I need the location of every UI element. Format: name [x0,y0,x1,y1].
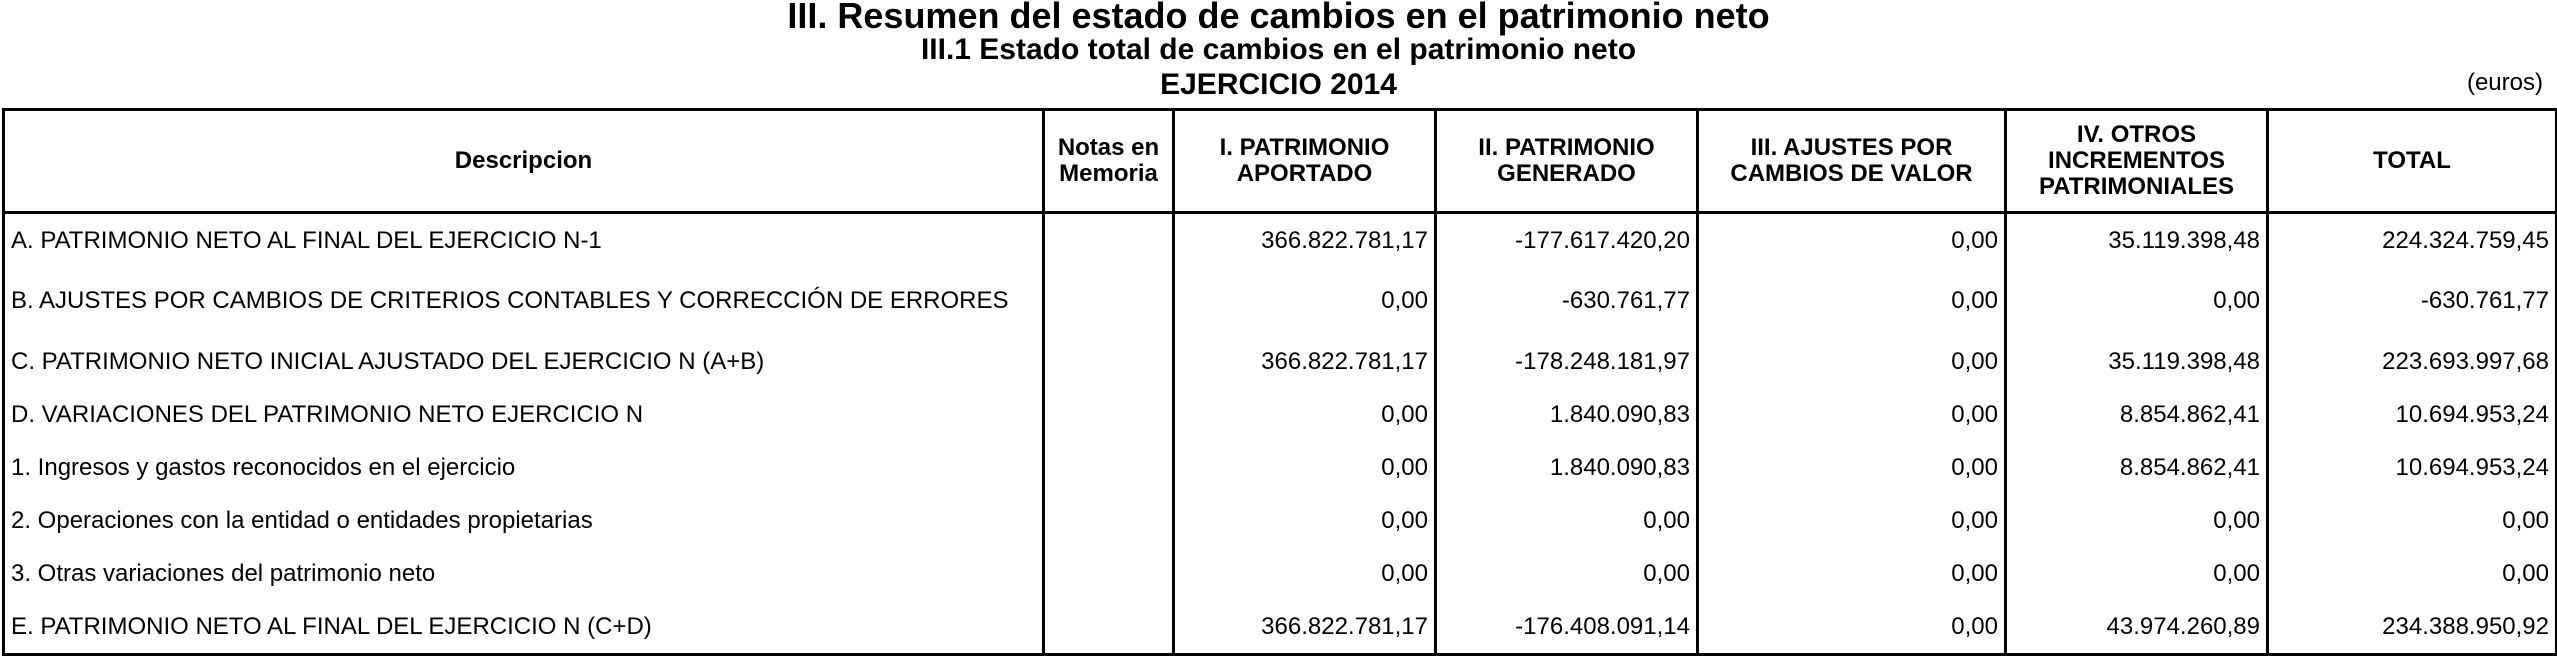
table-row [4,213,2557,268]
cell-ajustes-valor: 0,00 [1698,600,2006,655]
column-header-patrimonio-generado: II. PATRIMONIO GENERADO [1436,110,1698,213]
cell-ajustes-valor: 0,00 [1698,441,2006,494]
cell-notas [1044,600,1174,655]
cell-ajustes-valor: 0,00 [1698,547,2006,600]
cell-notas [1044,494,1174,547]
table-row [4,441,2557,494]
row-description: 2. Operaciones con la entidad o entidades propietarias [4,494,1044,547]
cell-otros-incrementos: 0,00 [2006,494,2268,547]
cell-patrimonio-generado: -630.761,77 [1436,267,1698,335]
table-row [4,388,2557,441]
cell-patrimonio-generado: 0,00 [1436,494,1698,547]
cell-notas [1044,213,1174,268]
cell-notas [1044,547,1174,600]
cell-patrimonio-generado: -177.617.420,20 [1436,213,1698,268]
cell-patrimonio-aportado: 0,00 [1174,494,1436,547]
table-row [4,600,2557,655]
cell-ajustes-valor: 0,00 [1698,213,2006,268]
cell-patrimonio-aportado: 0,00 [1174,441,1436,494]
cell-otros-incrementos: 43.974.260,89 [2006,600,2268,655]
cell-notas [1044,267,1174,335]
report-title: III. Resumen del estado de cambios en el patrimonio neto [787,0,1770,36]
table-header-row [4,110,2557,213]
cell-total: -630.761,77 [2268,267,2557,335]
report-subtitle: III.1 Estado total de cambios en el patrimonio neto [920,33,1637,66]
cell-patrimonio-generado: 0,00 [1436,547,1698,600]
cell-patrimonio-aportado: 0,00 [1174,267,1436,335]
column-header-descripcion: Descripcion [4,110,1044,213]
cell-total: 224.324.759,45 [2268,213,2557,268]
cell-total: 0,00 [2268,547,2557,600]
cell-patrimonio-aportado: 366.822.781,17 [1174,213,1436,268]
cell-total: 10.694.953,24 [2268,441,2557,494]
cell-total: 223.693.997,68 [2268,335,2557,388]
equity-changes-table [2,108,2557,656]
column-header-ajustes-valor: III. AJUSTES POR CAMBIOS DE VALOR [1698,110,2006,213]
cell-ajustes-valor: 0,00 [1698,388,2006,441]
cell-otros-incrementos: 0,00 [2006,547,2268,600]
row-description: A. PATRIMONIO NETO AL FINAL DEL EJERCICIO N-1 [4,213,1044,268]
cell-ajustes-valor: 0,00 [1698,494,2006,547]
fiscal-year-label: EJERCICIO 2014 [1160,68,1397,101]
table-row [4,494,2557,547]
cell-ajustes-valor: 0,00 [1698,335,2006,388]
cell-patrimonio-generado: 1.840.090,83 [1436,388,1698,441]
row-description: E. PATRIMONIO NETO AL FINAL DEL EJERCICIO N (C+D) [4,600,1044,655]
row-description: D. VARIACIONES DEL PATRIMONIO NETO EJERCICIO N [4,388,1044,441]
cell-notas [1044,388,1174,441]
cell-notas [1044,441,1174,494]
table-row [4,335,2557,388]
cell-otros-incrementos: 35.119.398,48 [2006,213,2268,268]
row-description: 3. Otras variaciones del patrimonio neto [4,547,1044,600]
cell-otros-incrementos: 35.119.398,48 [2006,335,2268,388]
column-header-total: TOTAL [2268,110,2557,213]
row-description: 1. Ingresos y gastos reconocidos en el ejercicio [4,441,1044,494]
cell-patrimonio-generado: -178.248.181,97 [1436,335,1698,388]
cell-patrimonio-aportado: 366.822.781,17 [1174,335,1436,388]
cell-otros-incrementos: 8.854.862,41 [2006,388,2268,441]
table-row [4,547,2557,600]
cell-total: 0,00 [2268,494,2557,547]
cell-patrimonio-aportado: 0,00 [1174,547,1436,600]
cell-patrimonio-aportado: 366.822.781,17 [1174,600,1436,655]
cell-ajustes-valor: 0,00 [1698,267,2006,335]
row-description: B. AJUSTES POR CAMBIOS DE CRITERIOS CONTABLES Y CORRECCIÓN DE ERRORES [4,267,1044,335]
cell-otros-incrementos: 8.854.862,41 [2006,441,2268,494]
cell-otros-incrementos: 0,00 [2006,267,2268,335]
column-header-otros-incrementos: IV. OTROS INCREMENTOS PATRIMONIALES [2006,110,2268,213]
column-header-notas: Notas en Memoria [1044,110,1174,213]
row-description: C. PATRIMONIO NETO INICIAL AJUSTADO DEL EJERCICIO N (A+B) [4,335,1044,388]
cell-total: 10.694.953,24 [2268,388,2557,441]
currency-units-label: (euros) [2466,69,2543,96]
cell-patrimonio-generado: 1.840.090,83 [1436,441,1698,494]
column-header-patrimonio-aportado: I. PATRIMONIO APORTADO [1174,110,1436,213]
cell-total: 234.388.950,92 [2268,600,2557,655]
cell-patrimonio-generado: -176.408.091,14 [1436,600,1698,655]
cell-notas [1044,335,1174,388]
cell-patrimonio-aportado: 0,00 [1174,388,1436,441]
table-row [4,267,2557,335]
